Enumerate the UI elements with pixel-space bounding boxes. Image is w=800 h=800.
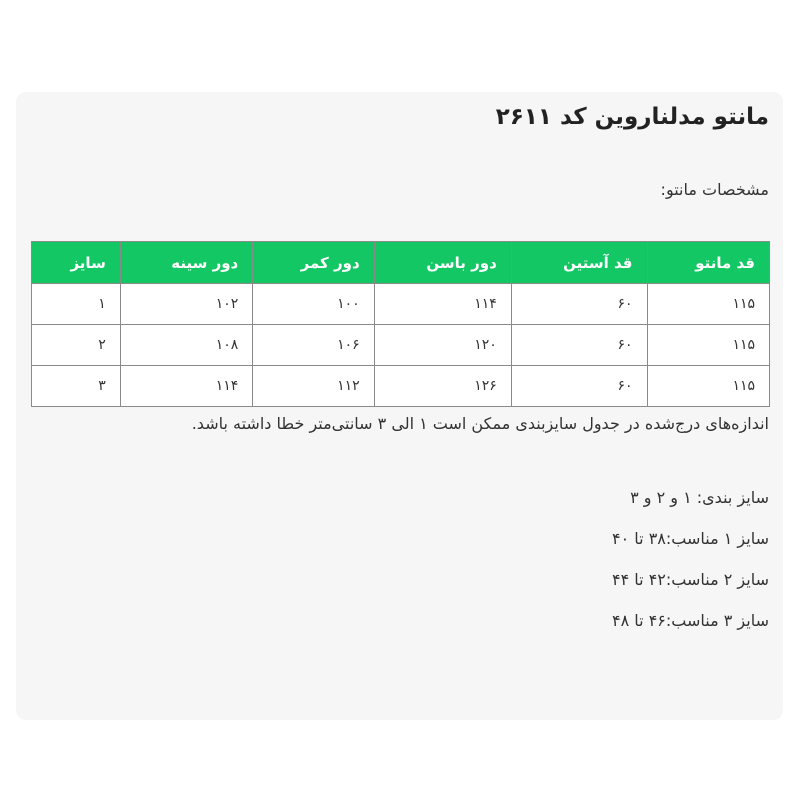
product-title: مانتو مدلناروین کد ۲۶۱۱ — [495, 104, 769, 130]
header-hip: دور باسن — [374, 242, 511, 284]
list-item: سایز ۱ مناسب:۳۸ تا ۴۰ — [612, 529, 769, 548]
table-cell: ۱۲۶ — [374, 366, 511, 407]
table-row — [32, 325, 770, 366]
header-chest: دور سینه — [120, 242, 252, 284]
size-table — [31, 241, 770, 407]
table-cell: ۱۰۶ — [253, 325, 374, 366]
header-length: قد مانتو — [647, 242, 770, 284]
header-sleeve: قد آستین — [511, 242, 647, 284]
table-cell: ۱۰۲ — [120, 284, 252, 325]
list-item: سایز ۳ مناسب:۴۶ تا ۴۸ — [612, 611, 769, 630]
table-cell: ۶۰ — [511, 325, 647, 366]
size-info-list — [612, 484, 769, 648]
table-cell: ۱۱۵ — [647, 325, 770, 366]
table-header-row — [32, 242, 770, 284]
table-cell: ۱۱۵ — [647, 284, 770, 325]
table-row — [32, 284, 770, 325]
table-cell: ۲ — [32, 325, 121, 366]
list-item: سایز ۲ مناسب:۴۲ تا ۴۴ — [612, 570, 769, 589]
table-cell: ۶۰ — [511, 284, 647, 325]
spec-heading: مشخصات مانتو: — [660, 180, 769, 199]
table-cell: ۱۰۰ — [253, 284, 374, 325]
table-cell: ۶۰ — [511, 366, 647, 407]
table-cell: ۱۰۸ — [120, 325, 252, 366]
measurement-note: اندازه‌های درج‌شده در جدول سایزبندی ممکن است ۱ الی ۳ سانتی‌متر خطا داشته باشد. — [191, 414, 769, 433]
header-waist: دور کمر — [253, 242, 374, 284]
table-cell: ۱۱۴ — [120, 366, 252, 407]
list-item: سایز بندی: ۱ و ۲ و ۳ — [630, 488, 769, 507]
table-cell: ۱۲۰ — [374, 325, 511, 366]
product-details-panel — [16, 92, 783, 720]
table-cell: ۱۱۵ — [647, 366, 770, 407]
table-row — [32, 366, 770, 407]
table-cell: ۱۱۲ — [253, 366, 374, 407]
table-cell: ۱۱۴ — [374, 284, 511, 325]
table-cell: ۱ — [32, 284, 121, 325]
header-size: سایز — [32, 242, 121, 284]
table-cell: ۳ — [32, 366, 121, 407]
